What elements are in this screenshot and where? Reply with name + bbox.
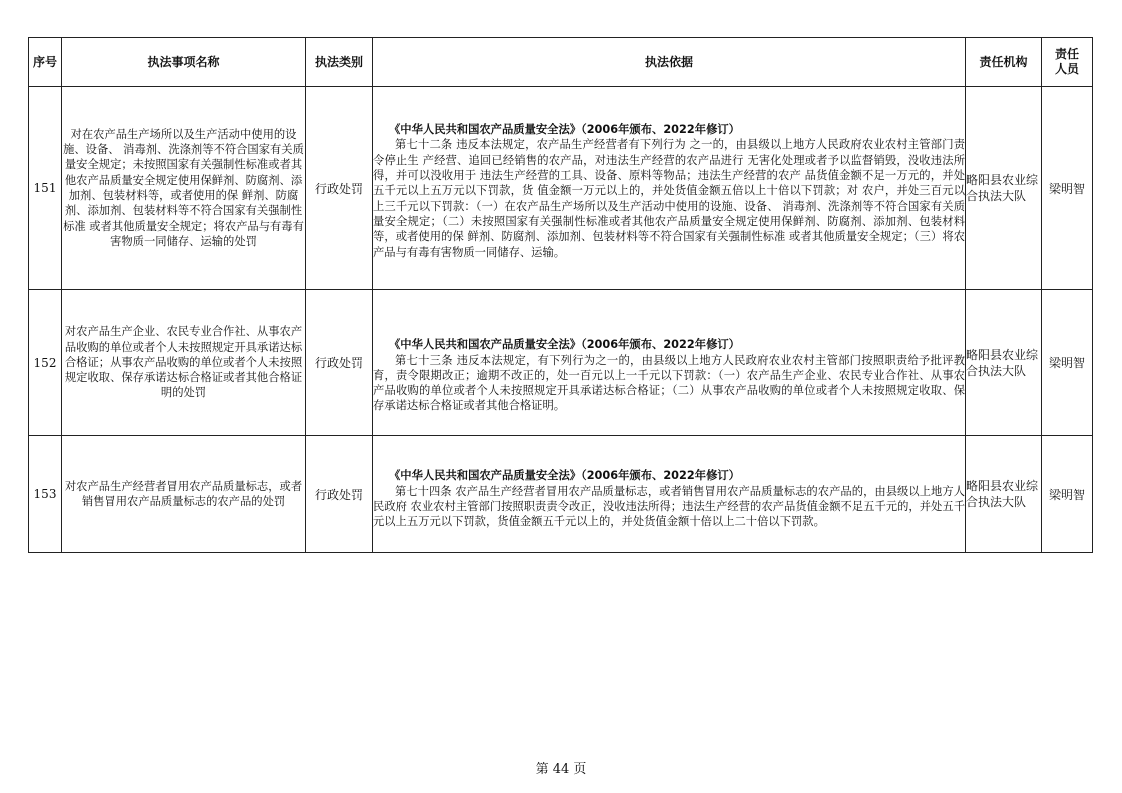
law-text: 第七十二条 违反本法规定，农产品生产经营者有下列行为 之一的，由县级以上地方人民政府农业农村主管部门责令停止生 产经营、追回已经销售的农产品，对违法生产经营的农产品进行 无害化处理或者予以监督销毁，没收违法所得，并可以没收用于 违法生产经营的工具、设备、原料等物品；违法生产经营的农产 品货值金额不足一万元的，并处五千元以上五万元以下罚款，货 值金额一万元以上的，并处货值金额五倍以上十倍以下罚款；对 农户，并处三百元以上三千元以下罚款：（一）在农产品生产场所以及生产活动中使用的设施、设备、 消毒剂、洗涤剂等不符合国家有关质量安全规定；（二）未按照国家有关强制性标准或者其他农产品质量安全规定使用保鲜剂、防腐剂、添加剂、包装材料等，或者使用的保 鲜剂、防腐剂、添加剂、包装材料等不符合国家有关强制性标准 或者其他质量安全规定；（三）将农产品与有毒有害物质一同储存、运输。 <box>373 138 965 259</box>
row-type: 行政处罚 <box>306 290 373 436</box>
row-org: 略阳县农业综合执法大队 <box>966 290 1042 436</box>
row-num: 152 <box>29 290 62 436</box>
header-basis: 执法依据 <box>373 38 966 87</box>
table-row <box>29 436 1093 553</box>
table-row <box>29 87 1093 290</box>
row-name: 对农产品生产经营者冒用农产品质量标志，或者销售冒用农产品质量标志的农产品的处罚 <box>62 436 306 553</box>
header-person: 责任人员 <box>1042 38 1093 87</box>
enforcement-table <box>28 37 1093 553</box>
row-num: 151 <box>29 87 62 290</box>
row-type: 行政处罚 <box>306 87 373 290</box>
row-basis <box>373 87 966 290</box>
law-title: 《中华人民共和国农产品质量安全法》（2006年颁布、2022年修订） <box>389 123 740 137</box>
row-basis <box>373 436 966 553</box>
law-text: 第七十四条 农产品生产经营者冒用农产品质量标志，或者销售冒用农产品质量标志的农产品的，由县级以上地方人民政府 农业农村主管部门按照职责责令改正，没收违法所得；违法生产经营的农产品货值金额不足五千元的，并处五千元以上五万元以下罚款，货值金额五千元以上的，并处货值金额十倍以上二十倍以下罚款。 <box>373 484 965 529</box>
page-number: 第 44 页 <box>535 762 587 777</box>
row-org: 略阳县农业综合执法大队 <box>966 436 1042 553</box>
row-person: 梁明智 <box>1042 290 1093 436</box>
header-org: 责任机构 <box>966 38 1042 87</box>
table-row <box>29 290 1093 436</box>
header-name: 执法事项名称 <box>62 38 306 87</box>
row-person: 梁明智 <box>1042 436 1093 553</box>
row-num: 153 <box>29 436 62 553</box>
law-title: 《中华人民共和国农产品质量安全法》（2006年颁布、2022年修订） <box>389 469 740 483</box>
row-basis <box>373 290 966 436</box>
header-row <box>29 38 1093 87</box>
header-num: 序号 <box>29 38 62 87</box>
row-name: 对在农产品生产场所以及生产活动中使用的设施、设备、 消毒剂、洗涤剂等不符合国家有关质量安全规定；未按照国家有关强制性标准或者其他农产品质量安全规定使用保鲜剂、防腐剂、添加剂、包装材料等，或者使用的保 鲜剂、防腐剂、添加剂、包装材料等不符合国家有关强制性标准 或者其他质量安全规定；将农产品与有毒有害物质一同储存、运输的处罚 <box>62 87 306 290</box>
row-person: 梁明智 <box>1042 87 1093 290</box>
row-type: 行政处罚 <box>306 436 373 553</box>
law-text: 第七十三条 违反本法规定，有下列行为之一的，由县级以上地方人民政府农业农村主管部门按照职责给予批评教育，责令限期改正；逾期不改正的，处一百元以上一千元以下罚款：（一）农产品生产企业、农民专业合作社、从事农产品收购的单位或者个人未按照规定开具承诺达标合格证；（二）从事农产品收购的单位或者个人未按照规定收取、保存承诺达标合格证或者其他合格证明。 <box>373 353 965 413</box>
row-name: 对农产品生产企业、农民专业合作社、从事农产品收购的单位或者个人未按照规定开具承诺达标合格证；从事农产品收购的单位或者个人未按照规定收取、保存承诺达标合格证或者其他合格证明的处罚 <box>62 290 306 436</box>
law-title: 《中华人民共和国农产品质量安全法》（2006年颁布、2022年修订） <box>389 338 740 352</box>
row-org: 略阳县农业综合执法大队 <box>966 87 1042 290</box>
header-type: 执法类别 <box>306 38 373 87</box>
